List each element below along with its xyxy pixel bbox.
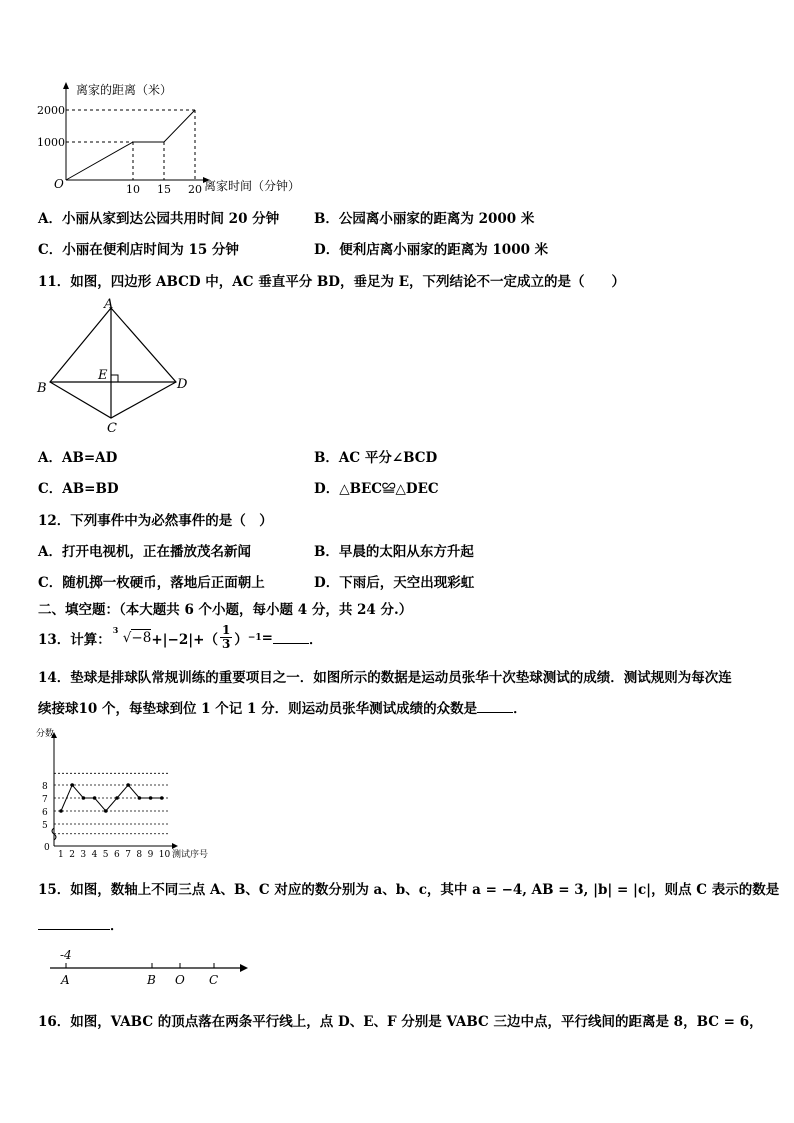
q11-stem: 11．如图，四边形 ABCD 中，AC 垂直平分 BD，垂足为 E，下列结论不一定成立的是（ ） <box>38 274 625 290</box>
vertex-b-label: B <box>37 381 47 396</box>
chart-origin-label: 0 <box>44 843 50 853</box>
q11-option-d: D．△BEC≌△DEC <box>314 481 439 497</box>
fraction-numerator: 1 <box>221 623 231 637</box>
q11-option-a: A．AB=AD <box>38 450 118 466</box>
graph1-origin: O <box>54 177 64 191</box>
q15-answer-blank[interactable] <box>38 917 110 930</box>
q12-option-d: D．下雨后，天空出现彩虹 <box>314 575 475 591</box>
q12-stem: 12．下列事件中为必然事件的是（ ） <box>38 513 273 529</box>
q11-option-b: B．AC 平分∠BCD <box>314 450 438 466</box>
score-point-2 <box>70 783 74 787</box>
score-point-10 <box>160 796 164 800</box>
q14-line1: 14．垫球是排球队常规训练的重要项目之一．如图所示的数据是运动员张华十次垫球测试的成绩．测试规则为每次连 <box>38 670 732 686</box>
q12-option-a: A．打开电视机，正在播放茂名新闻 <box>38 544 251 560</box>
x-tick-label-1: 1 <box>58 850 64 858</box>
q12-option-b: B．早晨的太阳从东方升起 <box>314 544 474 560</box>
q10-option-d: D．便利店离小丽家的距离为 1000 米 <box>314 242 549 258</box>
q13-equals: = <box>261 629 273 646</box>
q14-answer-blank[interactable] <box>477 700 513 713</box>
x-tick-label-3: 3 <box>80 850 87 858</box>
origin-label: O <box>175 973 185 987</box>
vertex-a-label: A <box>104 297 114 312</box>
q11-option-c: C．AB=BD <box>38 481 119 497</box>
score-point-1 <box>59 809 63 813</box>
q15-line2 <box>38 914 124 934</box>
y-tick-label-6: 6 <box>42 808 48 818</box>
x-tick-label-4: 4 <box>91 850 98 858</box>
point-c-label: C <box>209 973 219 987</box>
chart-x-label: 测试序号 <box>172 850 209 858</box>
q10-option-b: B．公园离小丽家的距离为 2000 米 <box>314 211 535 227</box>
score-point-9 <box>149 796 153 800</box>
graph1-y-tick-2000: 2000 <box>37 104 65 117</box>
fraction-denominator: 3 <box>221 637 231 651</box>
q13-middle: +|−2|+（ <box>151 631 218 648</box>
quadrilateral-figure <box>34 296 204 436</box>
q13-line <box>38 624 322 651</box>
vertex-c-label: C <box>107 421 117 436</box>
score-point-3 <box>82 796 86 800</box>
x-tick-label-7: 7 <box>125 850 131 858</box>
distance-time-graph <box>36 76 336 198</box>
y-tick-label-5: 5 <box>42 821 48 831</box>
tick-minus-four: -4 <box>60 948 72 962</box>
x-tick-label-6: 6 <box>114 850 120 858</box>
number-line <box>44 946 254 990</box>
score-line-chart <box>34 726 224 858</box>
x-tick-label-2: 2 <box>69 850 75 858</box>
fraction-one-third <box>220 624 232 651</box>
y-tick-label-7: 7 <box>42 795 48 805</box>
graph1-x-tick-10: 10 <box>126 183 140 196</box>
x-axis-arrow <box>172 843 178 849</box>
graph1-x-tick-15: 15 <box>157 183 171 196</box>
q10-option-c: C．小丽在便利店时间为 15 分钟 <box>38 242 239 258</box>
q10-option-a: A．小丽从家到达公园共用时间 20 分钟 <box>38 211 280 227</box>
score-point-4 <box>93 796 97 800</box>
score-point-6 <box>115 796 119 800</box>
q14-line2-text: 续接球10 个，每垫球到位 1 个记 1 分．则运动员张华测试成绩的众数是 <box>38 701 478 717</box>
vertex-d-label: D <box>177 377 188 392</box>
q15-end: ． <box>110 918 124 934</box>
graph1-x-tick-20: 20 <box>188 183 202 196</box>
section2-heading: 二、填空题：（本大题共 6 个小题，每小题 4 分，共 24 分.） <box>38 602 413 618</box>
graph1-y-label: 离家的距离（米） <box>76 83 173 97</box>
q13-answer-blank[interactable] <box>273 631 309 644</box>
q12-option-c: C．随机掷一枚硬币，落地后正面朝上 <box>38 575 265 591</box>
score-point-7 <box>126 783 130 787</box>
graph1-y-tick-1000: 1000 <box>37 136 65 149</box>
point-b-label: B <box>147 973 156 987</box>
chart-y-label: 分数 <box>36 729 55 739</box>
x-tick-label-9: 9 <box>147 850 154 858</box>
point-a-label: A <box>61 973 70 987</box>
q15-line1: 15．如图，数轴上不同三点 A、B、C 对应的数分别为 a、b、c，其中 a = −4, AB = 3, |b| = |c|，则点 C 表示的数是 <box>38 882 780 898</box>
radicand: −8 <box>131 629 152 646</box>
q14-end: ． <box>513 701 527 717</box>
q13-suffix: ） <box>234 631 248 648</box>
q13-end: ． <box>308 631 323 648</box>
q13-prefix: 13．计算： <box>38 631 111 648</box>
x-tick-label-8: 8 <box>136 850 143 858</box>
graph1-x-label: 离家时间（分钟） <box>204 179 301 193</box>
y-tick-label-8: 8 <box>42 782 48 792</box>
score-point-5 <box>104 809 108 813</box>
q13-exponent: −1 <box>247 632 262 643</box>
score-point-8 <box>138 796 142 800</box>
cube-root: 3 √−8 <box>112 624 152 646</box>
x-tick-label-10: 10 <box>158 850 171 858</box>
q14-line2 <box>38 697 527 717</box>
x-tick-label-5: 5 <box>102 850 109 858</box>
point-e-label: E <box>98 368 108 383</box>
radical-index: 3 <box>112 624 119 635</box>
q16-line1: 16．如图，VABC 的顶点落在两条平行线上，点 D、E、F 分别是 VABC 三边中点，平行线间的距离是 8，BC = 6， <box>38 1014 763 1030</box>
